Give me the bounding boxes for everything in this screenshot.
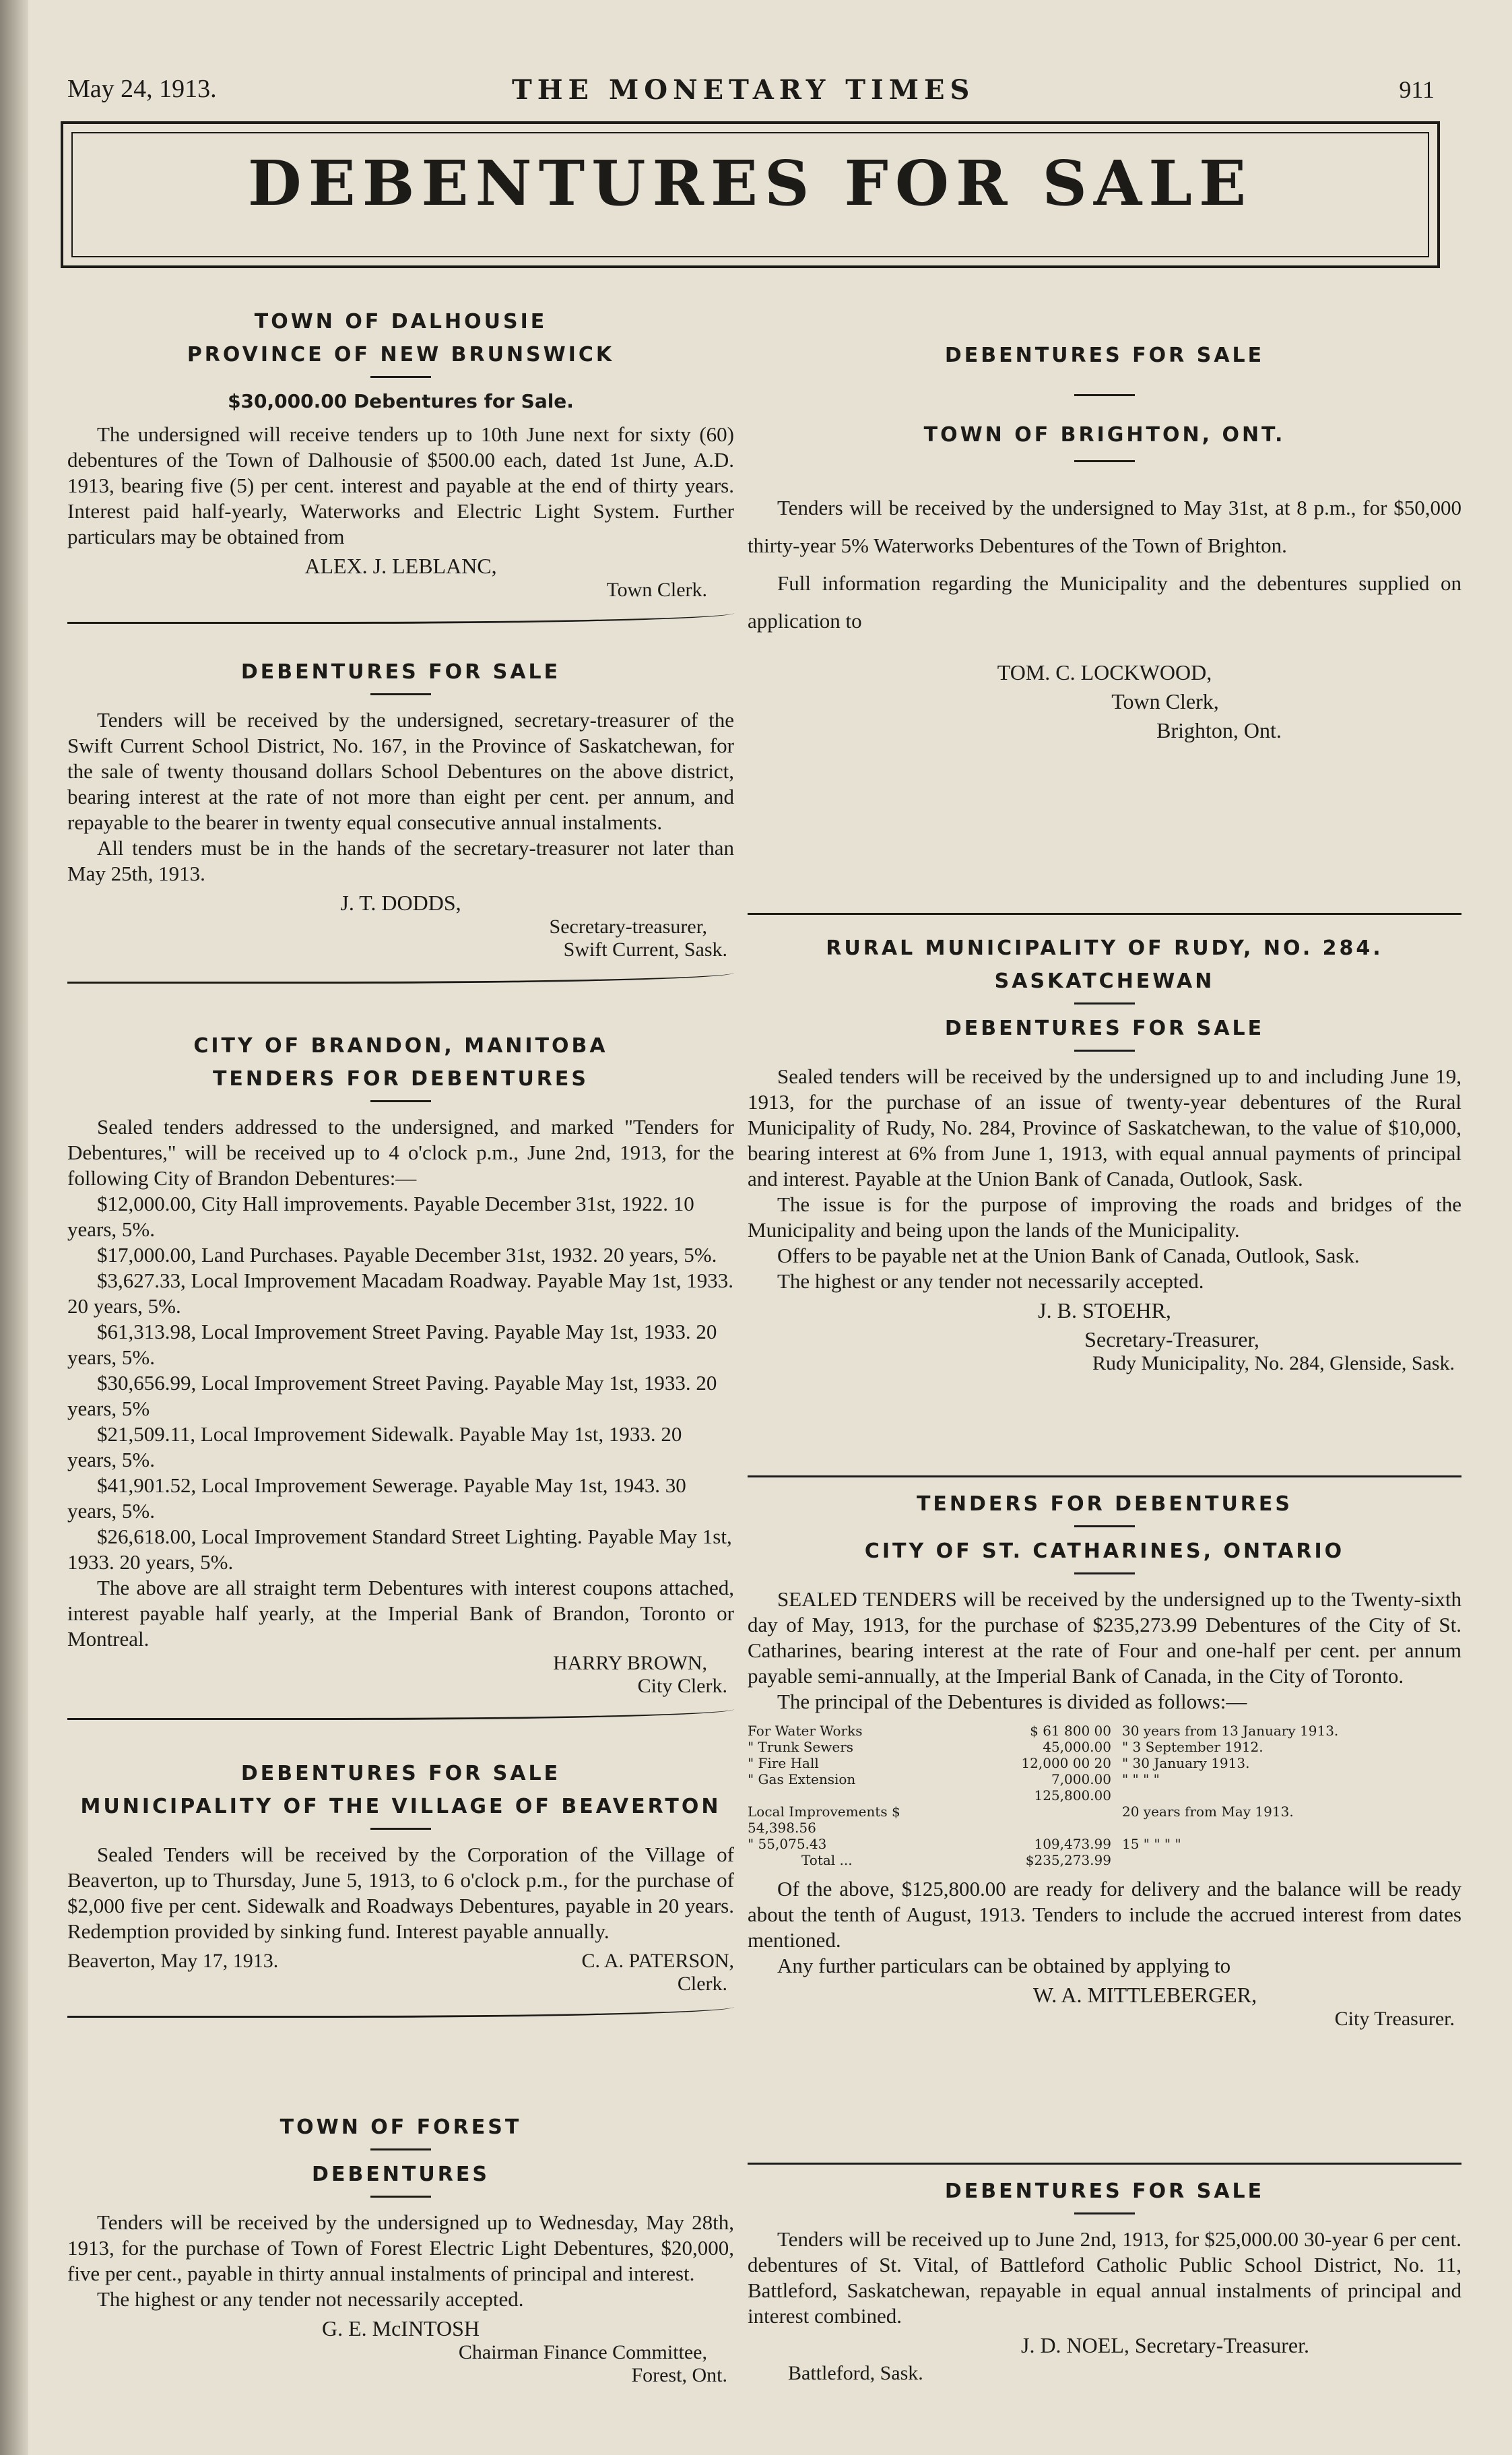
ad-body: The above are all straight term Debentures with interest coupons attached, interest payable half yearly, at the Imperial Bank of Brandon, Toronto or Montreal.	[67, 1576, 734, 1651]
signatory-title: Secretary-treasurer,	[549, 916, 707, 938]
place: Battleford, Sask.	[788, 2362, 923, 2384]
swash-rule	[67, 1702, 734, 1720]
list-item: $3,627.33, Local Improvement Macadam Roadway. Payable May 1st, 1933. 20 years, 5%.	[67, 1269, 733, 1318]
ad-subheading: DEBENTURES	[312, 2163, 490, 2186]
ad-heading: TOWN OF DALHOUSIE	[254, 310, 548, 333]
ad-body: Full information regarding the Municipality and the debentures supplied on application to	[748, 571, 1461, 633]
ad-body: Tenders will be received up to June 2nd, 1913, for $25,000.00 30-year 6 per cent. debentures of St. Vital, of Battleford Catholic Public School District, No. 11, Battleford, Saskatchewan, repayable in equal annual instalments of principal and interest combined.	[748, 2227, 1461, 2328]
list-item: $17,000.00, Land Purchases. Payable December 31st, 1932. 20 years, 5%.	[97, 1243, 717, 1267]
banner-title: DEBENTURES FOR SALE	[247, 147, 1253, 220]
ad-body: Sealed tenders addressed to the undersigned, and marked "Tenders for Debentures," will be received up to 4 o'clock p.m., June 2nd, 1913, for the following City of Brandon Debentures:—	[67, 1115, 734, 1190]
signatory-title: Chairman Finance Committee,	[458, 2341, 707, 2363]
list-item: $61,313.98, Local Improvement Street Paving. Payable May 1st, 1933. 20 years, 5%.	[67, 1320, 717, 1369]
ad-body: The highest or any tender not necessarily accepted.	[777, 1269, 1204, 1293]
ad-brandon	[67, 1034, 734, 1732]
ad-heading: DEBENTURES FOR SALE	[240, 660, 561, 684]
signature: G. E. McINTOSH	[321, 2316, 480, 2340]
divider	[370, 1828, 431, 1830]
ad-body: Sealed tenders will be received by the undersigned up to and including June 19, 1913, for the purchase of an issue of twenty-year debentures of the Rural Municipality of Rudy, No. 284, Province of Saskatchewan, to the value of $10,000, bearing interest at 6% from June 1, 1913, with equal annual payments of principal and interest. Payable at the Union Bank of Canada, Outlook, Sask.	[748, 1064, 1461, 1190]
ad-subheading: TENDERS FOR DEBENTURES	[212, 1067, 589, 1091]
list-item: $21,509.11, Local Improvement Sidewalk. Payable May 1st, 1933. 20 years, 5%.	[67, 1422, 682, 1471]
ad-body: Offers to be payable net at the Union Bank of Canada, Outlook, Sask.	[777, 1244, 1360, 1267]
list-item: $12,000.00, City Hall improvements. Payable December 31st, 1922. 10 years, 5%.	[67, 1192, 694, 1241]
signatory-place: Forest, Ont.	[631, 2364, 727, 2386]
principal-table	[748, 1723, 1461, 1868]
ad-body: Tenders will be received by the undersigned up to Wednesday, May 28th, 1913, for the purchase of Town of Forest Electric Light Debentures, $20,000, five per cent., payable in thirty annual instalments of principal and interest.	[67, 2210, 734, 2285]
signature: TOM. C. LOCKWOOD,	[997, 660, 1212, 684]
ad-body: The undersigned will receive tenders up to 10th June next for sixty (60) debentures of the Town of Dalhousie of $500.00 each, dated 1st June, A.D. 1913, bearing five (5) per cent. interest and payable at the end of thirty years. Interest paid half-yearly, Waterworks and Electric Light System. Further particulars may be obtained from	[67, 422, 734, 548]
signatory-title: City Treasurer.	[1334, 2008, 1455, 2030]
issue-date: May 24, 1913.	[67, 75, 217, 103]
signature: J. D. NOEL, Secretary-Treasurer.	[1020, 2333, 1310, 2357]
swash-rule	[67, 965, 734, 984]
list-item: $30,656.99, Local Improvement Street Paving. Payable May 1st, 1933. 20 years, 5%	[67, 1371, 717, 1420]
newspaper-page	[47, 40, 1475, 2439]
divider	[1074, 1050, 1135, 1052]
ad-rudy	[748, 936, 1461, 1375]
divider	[370, 1100, 431, 1102]
ad-body: SEALED TENDERS will be received by the undersigned up to the Twenty-sixth day of May, 1913, for the purchase of $235,273.99 Debentures of the City of St. Catharines, bearing interest at the rate of Four and one-half per cent. per annum payable semi-annually, at the Imperial Bank of Canada, in the City of Toronto.	[748, 1587, 1461, 1688]
signature-row	[67, 1950, 734, 1973]
table-row: Total ... $235,273.99	[801, 1852, 1111, 1868]
ad-body: The issue is for the purpose of improving the roads and bridges of the Municipality and being upon the lands of the Municipality.	[748, 1192, 1461, 1242]
ad-beaverton	[67, 1762, 734, 2030]
section-rule	[748, 1475, 1461, 1477]
divider	[370, 2148, 431, 2150]
divider	[370, 2196, 431, 2198]
divider	[1074, 460, 1135, 462]
divider	[1074, 1002, 1135, 1005]
list-item: $26,618.00, Local Improvement Standard Street Lighting. Payable May 1st, 1933. 20 years, 5%.	[67, 1525, 732, 1574]
ad-body: Tenders will be received by the undersigned to May 31st, at 8 p.m., for $50,000 thirty-year 5% Waterworks Debentures of the Town of Brighton.	[748, 496, 1461, 557]
ad-heading: TENDERS FOR DEBENTURES	[916, 1492, 1293, 1516]
divider	[1074, 1525, 1135, 1527]
place-date: Beaverton, May 17, 1913.	[67, 1950, 279, 1972]
ad-heading: RURAL MUNICIPALITY OF RUDY, NO. 284.	[826, 936, 1383, 960]
ad-body: The highest or any tender not necessarily accepted.	[97, 2287, 524, 2311]
ad-amount: $30,000.00 Debentures for Sale.	[228, 390, 574, 412]
signatory-title: City Clerk.	[637, 1675, 727, 1697]
signatory-title: Town Clerk,	[1111, 689, 1219, 713]
signature: J. B. STOEHR,	[1038, 1298, 1171, 1322]
list-item: $41,901.52, Local Improvement Sewerage. Payable May 1st, 1943. 30 years, 5%.	[67, 1473, 686, 1523]
ad-subheading: PROVINCE OF NEW BRUNSWICK	[187, 343, 615, 366]
section-banner	[61, 121, 1440, 268]
ad-body: Any further particulars can be obtained by applying to	[777, 1954, 1231, 1977]
ad-heading: CITY OF BRANDON, MANITOBA	[193, 1034, 608, 1058]
paper-title: THE MONETARY TIMES	[512, 74, 975, 106]
signatory-title: Clerk.	[677, 1973, 727, 1995]
table-row: " Trunk Sewers 45,000.00 " 3 September 1912.	[748, 1739, 1263, 1755]
signature: W. A. MITTLEBERGER,	[1032, 1983, 1257, 2007]
running-head	[67, 67, 1475, 108]
table-row: Local Improvements $ 54,398.56 20 years from May 1913.	[748, 1804, 1294, 1836]
table-row: " 55,075.43 109,473.99 15 " " " "	[748, 1836, 1181, 1852]
ad-subheading: CITY OF ST. CATHARINES, ONTARIO	[864, 1539, 1345, 1563]
ad-st-catharines	[748, 1492, 1461, 2031]
ad-body: All tenders must be in the hands of the secretary-treasurer not later than May 25th, 1913.	[67, 836, 734, 885]
ad-heading: DEBENTURES FOR SALE	[944, 2179, 1265, 2203]
divider	[1074, 394, 1135, 396]
ad-subheading: DEBENTURES FOR SALE	[944, 1017, 1265, 1040]
swash-rule	[67, 2000, 734, 2018]
ad-subheading: MUNICIPALITY OF THE VILLAGE OF BEAVERTON	[80, 1795, 721, 1818]
ad-body: Tenders will be received by the undersigned, secretary-treasurer of the Swift Current School District, No. 167, in the Province of Saskatchewan, for the sale of twenty thousand dollars School Debentures on the above district, bearing interest at the rate of not more than eight per cent. per annum, and repayable to the bearer in twenty equal consecutive annual instalments.	[67, 708, 734, 834]
ad-brighton	[748, 344, 1461, 743]
ad-body: Sealed Tenders will be received by the Corporation of the Village of Beaverton, up to Thursday, June 5, 1913, to 6 o'clock p.m., for the purchase of $2,000 five per cent. Sidewalk and Roadways Debentures, payable in 20 years. Redemption provided by sinking fund. Interest payable annually.	[67, 1843, 734, 1943]
swash-rule	[67, 606, 734, 624]
divider	[1074, 1572, 1135, 1574]
signature: ALEX. J. LEBLANC,	[304, 554, 497, 578]
signatory-place: Rudy Municipality, No. 284, Glenside, Sask.	[1092, 1352, 1455, 1374]
table-row: " Gas Extension 7,000.00 " " " "	[748, 1771, 1160, 1787]
section-rule	[748, 2163, 1461, 2165]
ad-heading: DEBENTURES FOR SALE	[240, 1762, 561, 1785]
divider	[1074, 2212, 1135, 2214]
ad-forest	[67, 2115, 734, 2387]
page-gutter	[0, 0, 28, 2455]
section-rule	[748, 913, 1461, 915]
divider	[370, 693, 431, 695]
signature: C. A. PATERSON,	[581, 1950, 734, 1972]
signatory-place: Swift Current, Sask.	[563, 938, 727, 961]
ad-heading: TOWN OF FOREST	[280, 2115, 522, 2139]
ad-heading: DEBENTURES FOR SALE	[944, 344, 1265, 367]
ad-heading-province: SASKATCHEWAN	[994, 969, 1215, 993]
debenture-list	[67, 1191, 734, 1575]
divider	[370, 376, 431, 378]
signature: J. T. DODDS,	[340, 891, 461, 915]
ad-swift-current	[67, 660, 734, 996]
ad-body: Of the above, $125,800.00 are ready for delivery and the balance will be ready about the tenth of August, 1913. Tenders to include the accrued interest from dates mentioned.	[748, 1877, 1461, 1952]
ad-dalhousie	[67, 310, 734, 636]
signatory-place: Brighton, Ont.	[1156, 718, 1282, 742]
ad-battleford	[748, 2179, 1461, 2385]
ad-body: The principal of the Debentures is divided as follows:—	[777, 1690, 1247, 1713]
ad-subheading: TOWN OF BRIGHTON, ONT.	[923, 423, 1286, 447]
table-row: " Fire Hall 12,000 00 20 " 30 January 1913.	[748, 1755, 1250, 1771]
table-row: 125,800.00	[1034, 1787, 1111, 1804]
signatory-title: Secretary-Treasurer,	[1084, 1327, 1259, 1351]
table-row: For Water Works $ 61 800 00 30 years from 13 January 1913.	[748, 1723, 1339, 1739]
signature: HARRY BROWN,	[553, 1652, 707, 1674]
signatory-title: Town Clerk.	[606, 579, 707, 601]
page-number: 911	[1399, 76, 1435, 103]
